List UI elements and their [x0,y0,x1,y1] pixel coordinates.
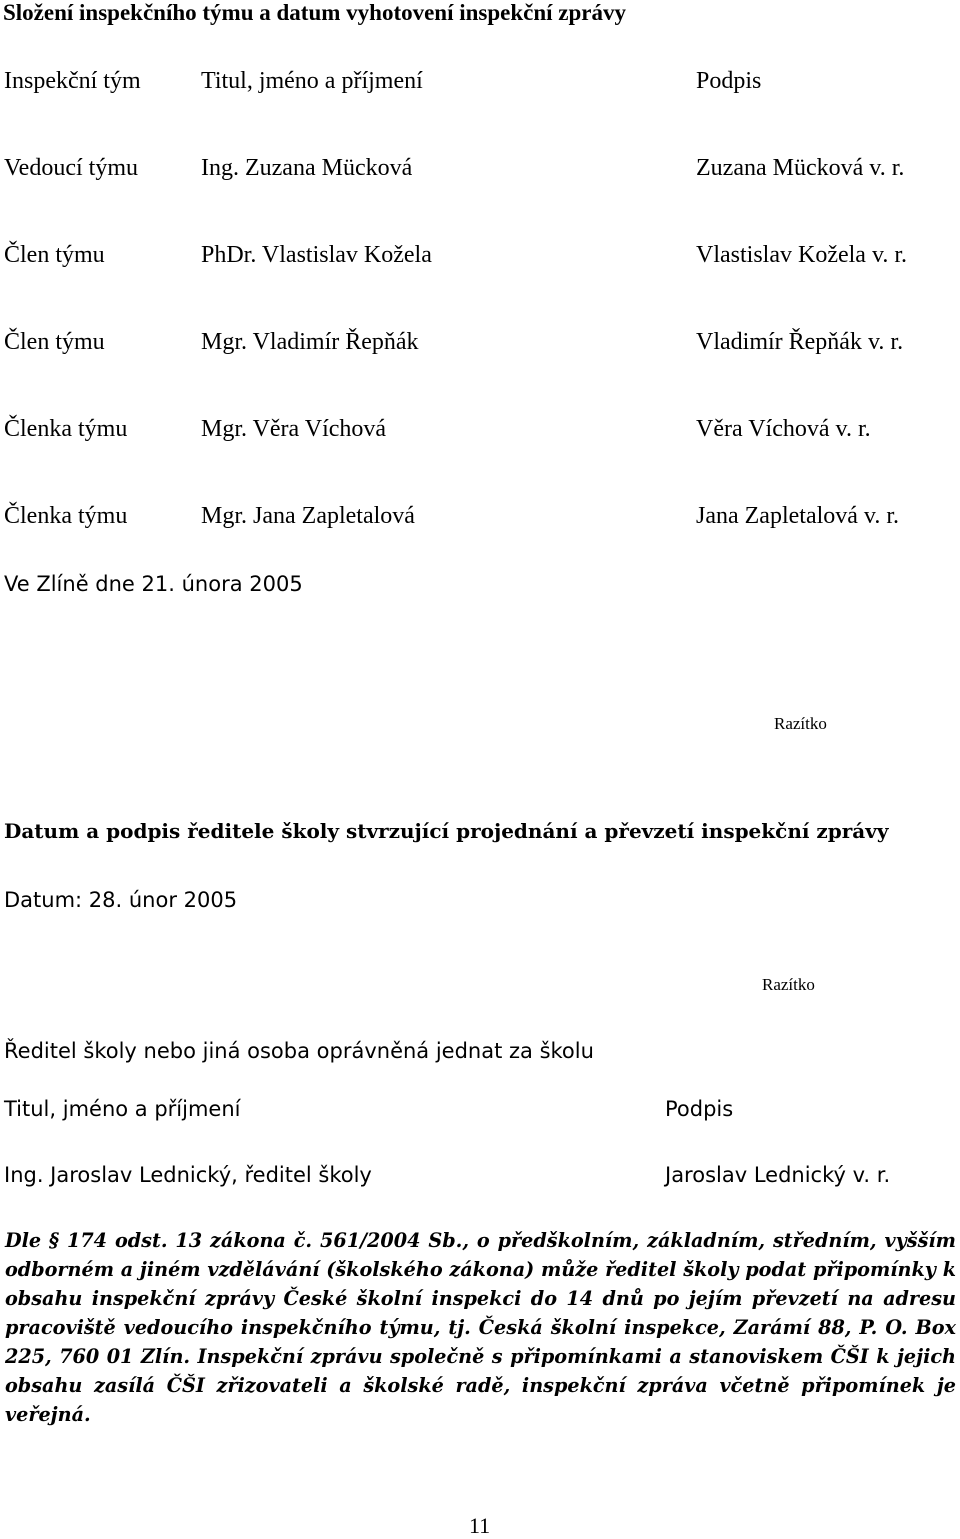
director-date: Datum: 28. únor 2005 [4,888,238,912]
team-row-signature: Jana Zapletalová v. r. [696,503,900,529]
director-name: Ing. Jaroslav Lednický, ředitel školy [4,1163,372,1187]
director-section-title: Ředitel školy nebo jiná osoba oprávněná jednat za školu [4,1039,594,1063]
place-date: Ve Zlíně dne 21. února 2005 [4,572,303,596]
team-row-signature: Vlastislav Kožela v. r. [696,242,908,268]
team-row-name: Mgr. Vladimír Řepňák [201,329,419,355]
team-row-signature: Vladimír Řepňák v. r. [696,329,904,355]
team-row-name: Mgr. Jana Zapletalová [201,503,415,529]
team-header-name: Titul, jméno a příjmení [201,68,423,94]
stamp-label-1: Razítko [774,714,827,733]
team-row-signature: Věra Víchová v. r. [696,416,871,442]
team-row-name: PhDr. Vlastislav Kožela [201,242,432,268]
team-row-role: Vedoucí týmu [4,155,138,181]
page-number: 11 [469,1513,491,1538]
team-row-role: Členka týmu [4,416,128,442]
director-signature: Jaroslav Lednický v. r. [665,1163,891,1187]
team-row-name: Ing. Zuzana Mücková [201,155,413,181]
notice-paragraph [5,1226,956,1429]
director-header-signature: Podpis [665,1097,734,1121]
stamp-label-2: Razítko [762,975,815,994]
team-row-role: Členka týmu [4,503,128,529]
director-heading: Datum a podpis ředitele školy stvrzující projednání a převzetí inspekční zprávy [4,819,889,843]
team-row-role: Člen týmu [4,329,105,355]
team-row-signature: Zuzana Mücková v. r. [696,155,905,181]
section-title: Složení inspekčního týmu a datum vyhotovení inspekční zprávy [3,0,627,25]
team-row-name: Mgr. Věra Víchová [201,416,387,442]
team-header-role: Inspekční tým [4,68,141,94]
team-row-role: Člen týmu [4,242,105,268]
team-header-signature: Podpis [696,68,762,94]
notice-text: Dle § 174 odst. 13 zákona č. 561/2004 Sb., o předškolním, základním, středním, vyšším odborném a jiném vzdělávání (školského zákona) může ředitel školy podat připomínky k obsahu inspekční zprávy České školní inspekci do 14 dnů po jejím převzetí na adresu pracoviště vedoucího inspekčního týmu, tj. Česká školní inspekce, Zarámí 88, P. O. Box 225, 760 01 Zlín. Inspekční zprávu společně s připomínkami a stanoviskem ČŠI k jejich obsahu zasílá ČŠI zřizovateli a školské radě, inspekční zpráva včetně připomínek je veřejná. [5,1229,956,1426]
director-header-name: Titul, jméno a příjmení [4,1097,241,1121]
